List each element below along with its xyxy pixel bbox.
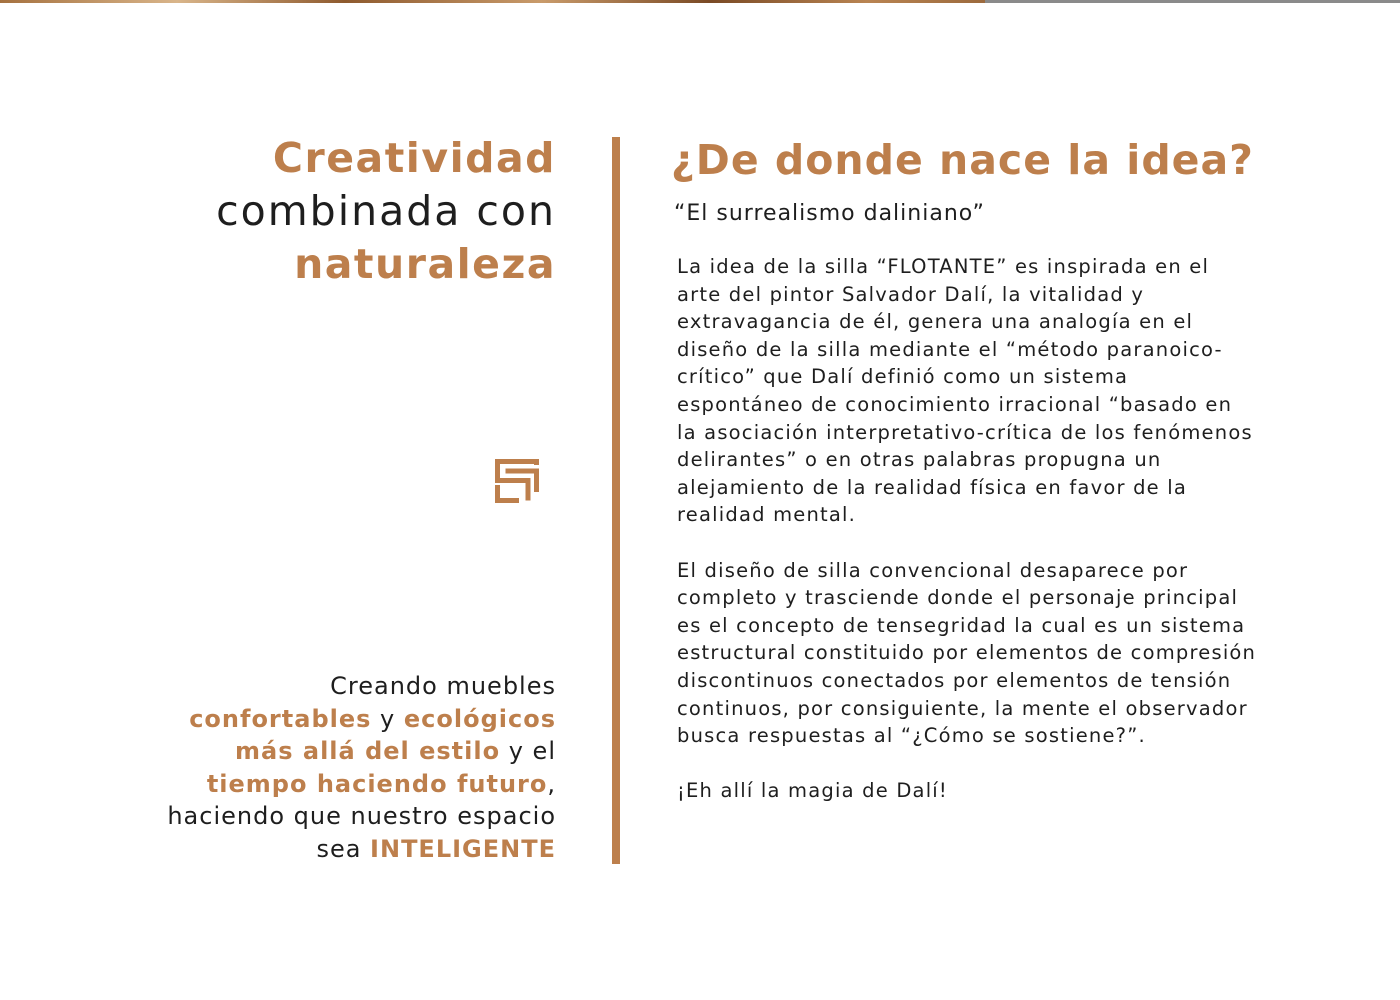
section-subheading: “El surrealismo daliniano” (674, 201, 985, 226)
vertical-divider (612, 137, 620, 864)
top-banner-rule (985, 0, 1400, 3)
headline-word-creatividad: Creatividad (272, 134, 556, 182)
headline-word-naturaleza: naturaleza (294, 240, 556, 288)
s-monogram-logo-icon (494, 458, 540, 504)
tagline-connector-y: y (371, 704, 404, 733)
tagline-line-5: haciendo que nuestro espacio (167, 802, 556, 830)
tagline-ecologicos: ecológicos (403, 704, 556, 733)
top-banner-photo (0, 0, 985, 3)
tagline-confortables: confortables (189, 704, 372, 733)
paragraph-1: La idea de la silla “FLOTANTE” es inspirada en el arte del pintor Salvador Dalí, la vitalidad y extravagancia de él, genera una analogía en el diseño de la silla mediante el “método paranoico-crítico” que Dalí definió como un sistema espontáneo de conocimiento irracional “basado en la asociación interpretativo-crítica de los fenómenos delirantes” o en otras palabras propugna un alejamiento de la realidad física en favor de la realidad mental. (677, 255, 1253, 527)
tagline-tiempo-haciendo-futuro: tiempo haciendo futuro (206, 769, 548, 798)
paragraph-2: El diseño de silla convencional desaparece por completo y trasciende donde el personaje principal es el concepto de tensegridad la cual es un sistema estructural constituido por elementos de compresión discontinuos conectados por elementos de tensión continuos, por consiguiente, la mente el observador busca respuestas al “¿Cómo se sostiene?”. (677, 558, 1257, 748)
tagline-line-1: Creando muebles (330, 672, 556, 700)
tagline-connector-y-el: y el (500, 737, 556, 765)
tagline-inteligente: INTELIGENTE (370, 834, 556, 863)
body-text (677, 253, 1257, 805)
top-banner-strip (0, 0, 1400, 3)
tagline-comma: , (547, 769, 556, 798)
headline (36, 132, 556, 291)
headline-word-combinada: combinada con (216, 187, 556, 235)
tagline-sea: sea (316, 834, 371, 863)
tagline-mas-alla-del-estilo: más allá del estilo (235, 737, 501, 765)
paragraph-3: ¡Eh allí la magia de Dalí! (677, 779, 948, 803)
tagline (96, 670, 556, 865)
section-heading: ¿De donde nace la idea? (671, 136, 1254, 184)
